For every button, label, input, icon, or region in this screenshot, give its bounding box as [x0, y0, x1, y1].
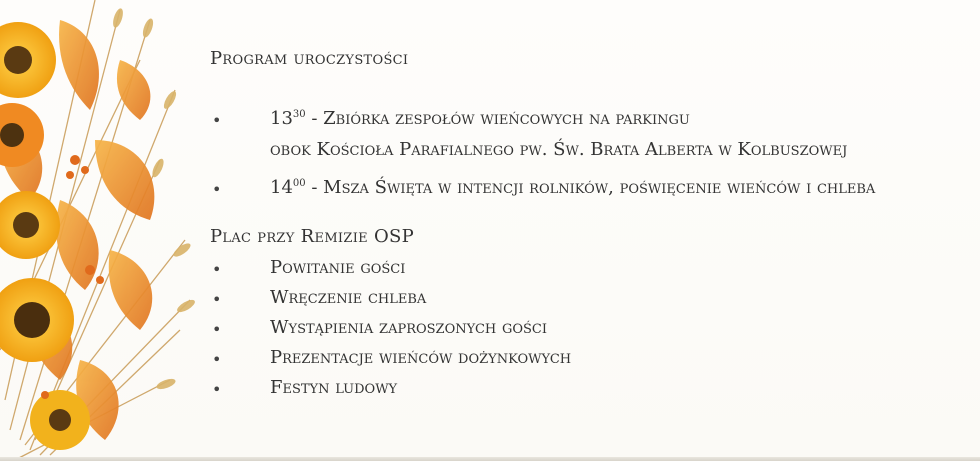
program-item-1-text: - Zbiórka zespołów wieńcowych na parkingu — [305, 108, 690, 129]
program-item-1-line2: obok Kościoła Parafialnego pw. Św. Brata Alberta w Kolbuszowej — [270, 139, 848, 160]
bullet-icon: • — [212, 111, 222, 130]
bullet-icon: • — [212, 180, 222, 199]
program-item-1-minutes: 30 — [292, 109, 306, 120]
plac-item-1: Powitanie gości — [270, 257, 406, 278]
program-item-2-hour: 14 — [270, 177, 293, 198]
program-item-1-hour: 13 — [270, 108, 293, 129]
plac-item-3: Wystąpienia zaproszonych gości — [270, 317, 548, 338]
plac-heading: Plac przy Remizie OSP — [210, 226, 415, 247]
program-item-1-line1 — [270, 108, 690, 129]
plac-item-5: Festyn ludowy — [270, 377, 398, 398]
plac-item-4: Prezentacje wieńców dożynkowych — [270, 347, 572, 368]
program-heading: Program uroczystości — [210, 48, 409, 69]
plac-item-2: Wręczenie chleba — [270, 287, 427, 308]
program-item-2-text: - Msza Święta w intencji rolników, poświęcenie wieńców i chleba — [305, 177, 876, 198]
bullet-icon: • — [212, 350, 222, 369]
bullet-icon: • — [212, 320, 222, 339]
bullet-icon: • — [212, 290, 222, 309]
program-item-2-line1 — [270, 177, 875, 198]
card-bottom-edge — [0, 457, 980, 461]
bullet-icon: • — [212, 260, 222, 279]
bullet-icon: • — [212, 380, 222, 399]
program-item-2-minutes: 00 — [292, 178, 306, 189]
